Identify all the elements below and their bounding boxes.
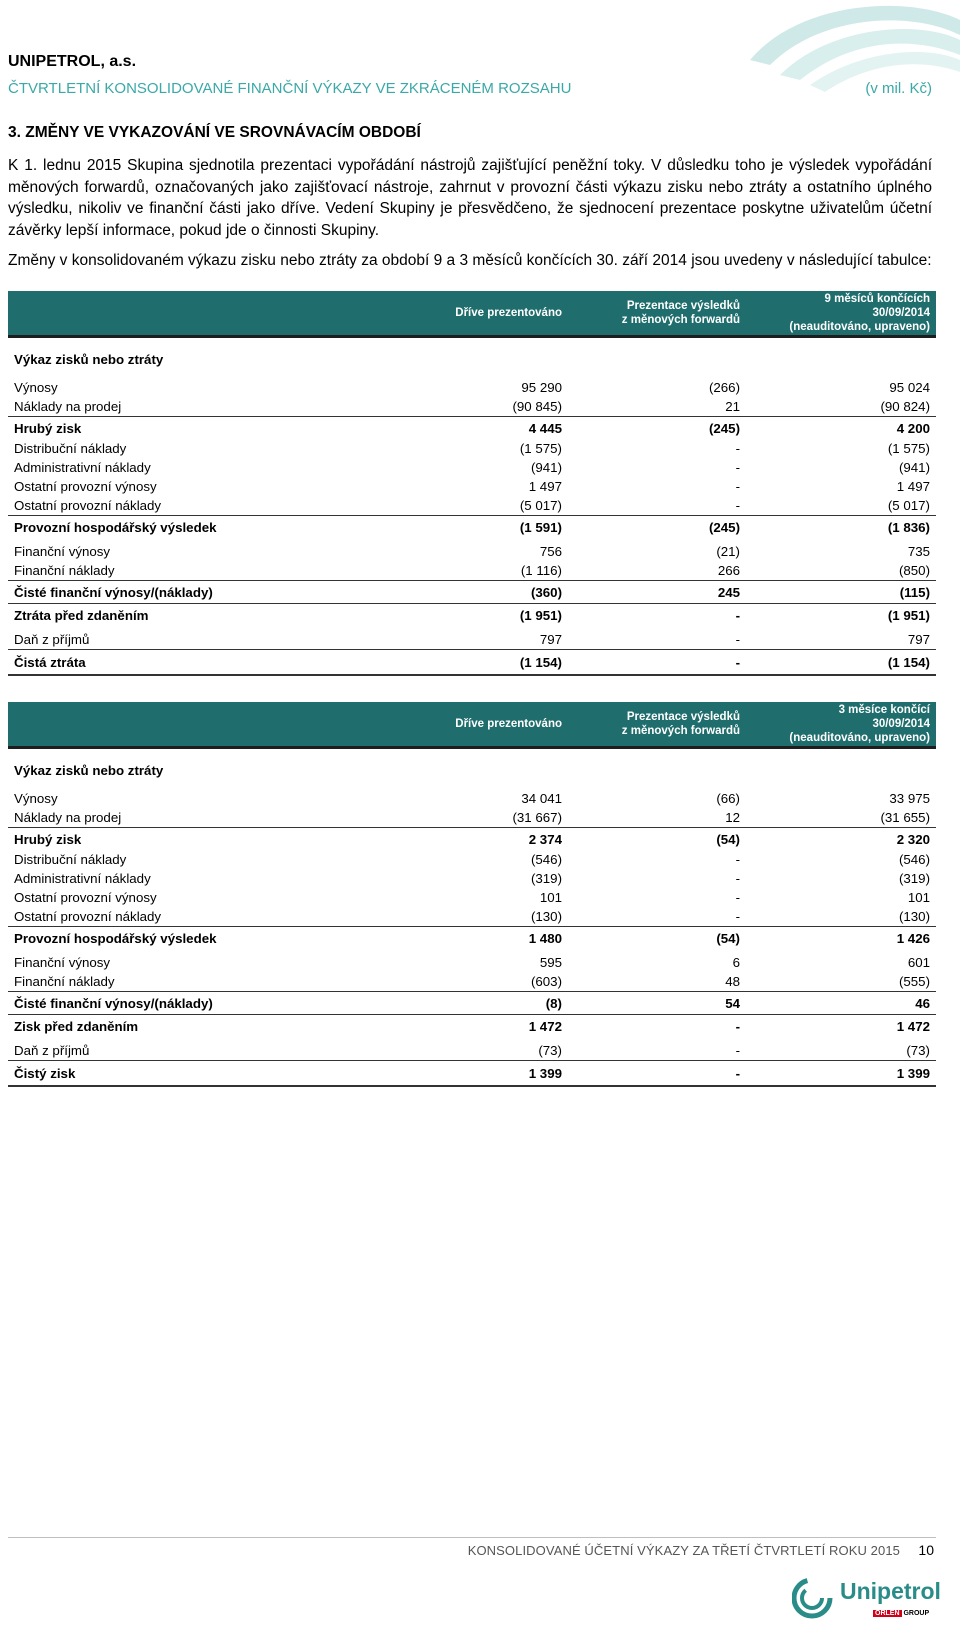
table-row: Ostatní provozní výnosy 101 - 101 bbox=[14, 890, 930, 905]
company-name: UNIPETROL, a.s. bbox=[8, 53, 137, 70]
subtotal-row: Čisté finanční výnosy/(náklady) (360) 245 (115) bbox=[8, 581, 936, 604]
subtotal-row: Provozní hospodářský výsledek 1 480 (54) 1 426 bbox=[8, 927, 936, 950]
logo-wordmark: Unipetrol bbox=[840, 1578, 941, 1604]
table-row: Finanční náklady (603) 48 (555) bbox=[14, 974, 930, 989]
table-row: Administrativní náklady (941) - (941) bbox=[14, 460, 930, 475]
table-header-row bbox=[8, 702, 936, 748]
table-row: Náklady na prodej (90 845) 21 (90 824) bbox=[14, 399, 930, 414]
table-row: Ostatní provozní výnosy 1 497 - 1 497 bbox=[14, 479, 930, 494]
table-row: Finanční výnosy 756 (21) 735 bbox=[14, 544, 930, 559]
table-row: Distribuční náklady (1 575) - (1 575) bbox=[14, 441, 930, 456]
table-row: Distribuční náklady (546) - (546) bbox=[14, 852, 930, 867]
subtotal-row: Hrubý zisk 2 374 (54) 2 320 bbox=[8, 828, 936, 851]
table-row: Daň z příjmů 797 - 797 bbox=[14, 632, 930, 647]
table-row: Finanční náklady (1 116) 266 (850) bbox=[14, 563, 930, 578]
section-label-row: Výkaz zisků nebo ztráty bbox=[14, 351, 164, 367]
subtotal-row: Čisté finanční výnosy/(náklady) (8) 54 46 bbox=[8, 992, 936, 1015]
footer-divider bbox=[8, 1537, 936, 1538]
table-row: Náklady na prodej (31 667) 12 (31 655) bbox=[14, 810, 930, 825]
table-row: Výnosy 95 290 (266) 95 024 bbox=[14, 380, 930, 395]
page-number: 10 bbox=[918, 1542, 934, 1558]
section-title: 3. ZMĚNY VE VYKAZOVÁNÍ VE SROVNÁVACÍM OBDOBÍ bbox=[8, 124, 421, 141]
header-restated-period: 3 měsíce končící 30/09/2014 (neauditováno, upraveno) bbox=[746, 702, 936, 748]
table-row: Administrativní náklady (319) - (319) bbox=[14, 871, 930, 886]
subtotal-row: Zisk před zdaněním 1 472 - 1 472 bbox=[8, 1015, 936, 1038]
orlen-group-mark: ORLEN GROUP bbox=[875, 1610, 930, 1617]
table-row: Finanční výnosy 595 6 601 bbox=[14, 955, 930, 970]
nine-month-table bbox=[8, 291, 936, 676]
header-restated-period: 9 měsíců končících 30/09/2014 (neauditováno, upraveno) bbox=[746, 291, 936, 337]
header-fx-forwards: Prezentace výsledků z měnových forwardů bbox=[568, 291, 746, 337]
footer-title: KONSOLIDOVANÉ ÚČETNÍ VÝKAZY ZA TŘETÍ ČTVRTLETÍ ROKU 2015 bbox=[467, 1543, 900, 1558]
currency-unit: (v mil. Kč) bbox=[865, 80, 932, 97]
table-row: Ostatní provozní náklady (130) - (130) bbox=[14, 909, 930, 924]
table-row: Ostatní provozní náklady (5 017) - (5 017) bbox=[14, 498, 930, 513]
report-subtitle: ČTVRTLETNÍ KONSOLIDOVANÉ FINANČNÍ VÝKAZY VE ZKRÁCENÉM ROZSAHU bbox=[8, 80, 572, 97]
total-row: Čistá ztráta (1 154) - (1 154) bbox=[8, 650, 936, 676]
table-row: Výnosy 34 041 (66) 33 975 bbox=[14, 791, 930, 806]
table-intro-paragraph: Změny v konsolidovaném výkazu zisku nebo ztráty za období 9 a 3 měsíců končících 30. září 2014 jsou uvedeny v následující tabulce: bbox=[8, 252, 932, 269]
subtotal-row: Provozní hospodářský výsledek (1 591) (245) (1 836) bbox=[8, 516, 936, 539]
table-header-row bbox=[8, 291, 936, 337]
three-month-table bbox=[8, 702, 936, 1087]
header-fx-forwards: Prezentace výsledků z měnových forwardů bbox=[568, 702, 746, 748]
header-previously-presented: Dříve prezentováno bbox=[376, 702, 568, 748]
subtotal-row: Ztráta před zdaněním (1 951) - (1 951) bbox=[8, 604, 936, 627]
table-row: Daň z příjmů (73) - (73) bbox=[14, 1043, 930, 1058]
section-label-row: Výkaz zisků nebo ztráty bbox=[14, 762, 164, 778]
header-previously-presented: Dříve prezentováno bbox=[376, 291, 568, 337]
total-row: Čistý zisk 1 399 - 1 399 bbox=[8, 1061, 936, 1087]
subtotal-row: Hrubý zisk 4 445 (245) 4 200 bbox=[8, 417, 936, 440]
intro-paragraph: K 1. lednu 2015 Skupina sjednotila prezentaci vypořádání nástrojů zajišťující peněžní toky. V důsledku toho je výsledek vypořádání měnových forwardů, označovaných jako zajišťovací nástroje, zahrnut v provozní části výkazu zisku nebo ztráty a ostatního úplného výsledku, nikoliv ve finanční části jako dříve. Vedení Skupiny je přesvědčeno, že sjednocení prezentace poskytne uživatelům účetní závěrky lepší informace, pokud jde o činnosti Skupiny. bbox=[8, 157, 932, 239]
